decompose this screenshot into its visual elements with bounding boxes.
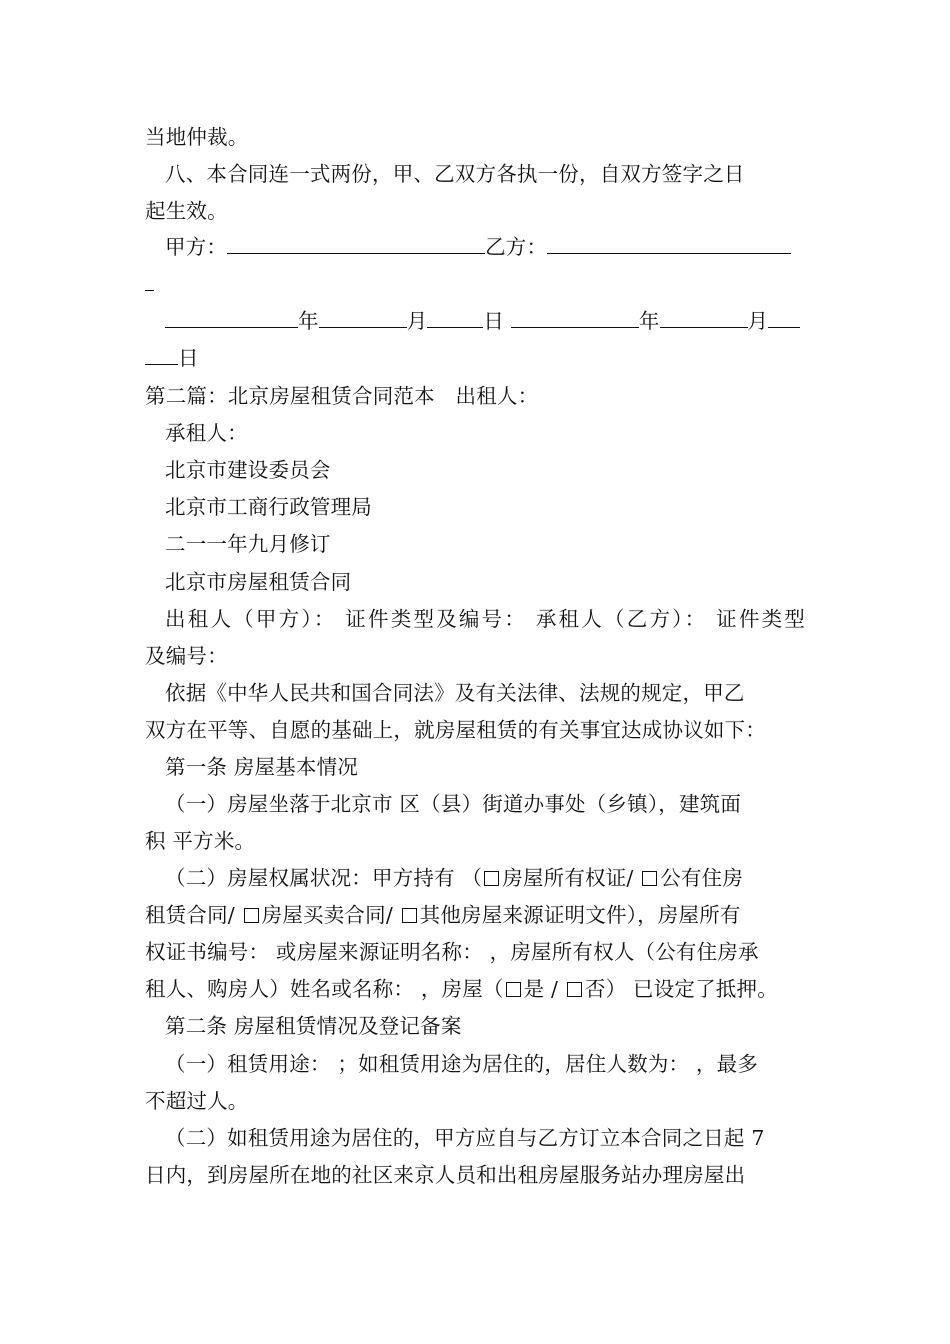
year-b-blank bbox=[511, 309, 639, 328]
text-segment: 租人、购房人）姓名或名称： ，房屋（ bbox=[145, 977, 504, 1001]
party-b-blank bbox=[547, 235, 791, 254]
party-b-label: 乙方： bbox=[485, 235, 548, 259]
party-a-blank bbox=[227, 235, 485, 254]
day-a-blank bbox=[427, 309, 483, 328]
month-b-blank bbox=[660, 309, 748, 328]
month-a-label: 月 bbox=[406, 309, 428, 333]
month-b-label: 月 bbox=[747, 309, 769, 333]
text-segment: 房屋买卖合同/ bbox=[261, 903, 400, 927]
checkbox-icon bbox=[244, 908, 259, 923]
checkbox-icon bbox=[506, 982, 521, 997]
signature-line-continuation bbox=[145, 270, 815, 298]
article-title: 第一条 房屋基本情况 bbox=[165, 755, 359, 779]
paragraph-line: 双方在平等、自愿的基础上，就房屋租赁的有关事宜达成协议如下： bbox=[145, 718, 766, 742]
text-segment: 否） 已设定了抵押。 bbox=[584, 977, 778, 1001]
date-line-continuation bbox=[145, 344, 815, 372]
contract-title: 北京市房屋租赁合同 bbox=[165, 570, 352, 594]
paragraph-line: 依据《中华人民共和国合同法》及有关法律、法规的规定，甲乙 bbox=[165, 681, 745, 705]
revision-date: 二一一年九月修订 bbox=[165, 532, 331, 556]
day-a-label: 日 bbox=[483, 309, 505, 333]
month-a-blank bbox=[319, 309, 407, 328]
party-a-label: 甲方： bbox=[165, 235, 228, 259]
organization-name: 北京市工商行政管理局 bbox=[165, 495, 372, 519]
year-a-blank bbox=[165, 309, 298, 328]
day-b-blank-continued bbox=[145, 346, 178, 365]
paragraph-line: 及编号： bbox=[145, 644, 228, 668]
section-title: 第二篇：北京房屋租赁合同范本 出租人： bbox=[145, 384, 539, 408]
year-b-label: 年 bbox=[638, 309, 660, 333]
text-segment: 公有住房 bbox=[660, 866, 744, 890]
day-b-blank bbox=[768, 309, 800, 328]
paragraph-line: 起生效。 bbox=[145, 199, 228, 223]
paragraph-line bbox=[145, 901, 815, 929]
paragraph-line: 积 平方米。 bbox=[145, 829, 256, 853]
party-b-blank-continued bbox=[145, 272, 154, 291]
paragraph-line: （一）房屋坐落于北京市 区（县）街道办事处（乡镇），建筑面 bbox=[165, 792, 742, 816]
checkbox-icon bbox=[567, 982, 582, 997]
checkbox-icon bbox=[642, 871, 657, 886]
paragraph-line: （二）如租赁用途为居住的，甲方应自与乙方订立本合同之日起 7 bbox=[165, 1126, 765, 1150]
year-a-label: 年 bbox=[298, 309, 319, 333]
text-segment: 是 / bbox=[523, 977, 565, 1001]
text-segment: 租赁合同/ bbox=[145, 903, 242, 927]
date-line bbox=[165, 307, 835, 335]
lessee-label: 承租人： bbox=[165, 421, 248, 445]
text-segment: 其他房屋来源证明文件），房屋所有 bbox=[419, 903, 741, 927]
checkbox-icon bbox=[402, 908, 417, 923]
text-segment: 房屋所有权证/ bbox=[502, 866, 641, 890]
paragraph-line: 八、本合同连一式两份，甲、乙双方各执一份，自双方签字之日 bbox=[165, 162, 745, 186]
paragraph-line bbox=[145, 975, 815, 1003]
paragraph-line: 日内，到房屋所在地的社区来京人员和出租房屋服务站办理房屋出 bbox=[145, 1163, 746, 1187]
organization-name: 北京市建设委员会 bbox=[165, 458, 331, 482]
paragraph-line bbox=[165, 864, 835, 892]
paragraph-line: 出租人（甲方）： 证件类型及编号： 承租人（乙方）： 证件类型 bbox=[165, 607, 805, 631]
article-title: 第二条 房屋租赁情况及登记备案 bbox=[165, 1014, 462, 1038]
paragraph-line: 当地仲裁。 bbox=[145, 125, 249, 149]
text-segment: （二）房屋权属状况：甲方持有 （ bbox=[165, 866, 483, 890]
day-b-label: 日 bbox=[178, 346, 199, 370]
paragraph-line: 不超过人。 bbox=[145, 1089, 249, 1113]
paragraph-line: （一）租赁用途： ；如租赁用途为居住的，居住人数为： ，最多 bbox=[165, 1052, 759, 1076]
paragraph-line: 权证书编号： 或房屋来源证明名称： ，房屋所有权人（公有住房承 bbox=[145, 940, 759, 964]
signature-line-parties bbox=[165, 233, 835, 261]
checkbox-icon bbox=[484, 871, 499, 886]
